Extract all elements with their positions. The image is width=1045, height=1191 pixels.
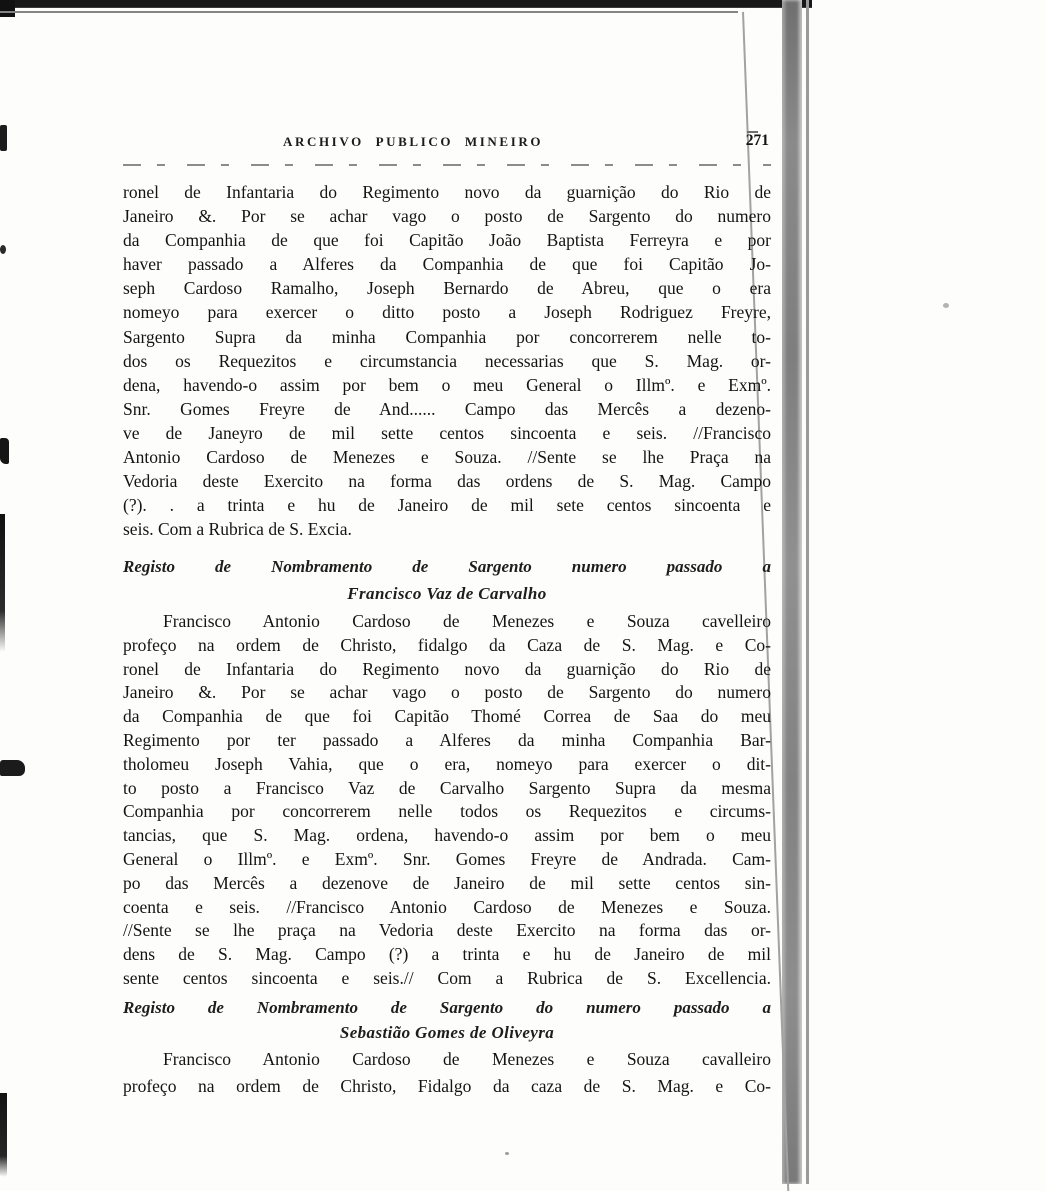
text-line: Vedoria deste Exercito na forma das ordens de S. Mag. Campo [123,471,771,492]
heading-line: Registo de Nombramento de Sargento numero passado a [123,557,771,576]
scan-edge-top [0,0,812,8]
scan-edge-right-line [806,0,809,1184]
text-line: General o Illmº. e Exmº. Snr. Gomes Freyre de Andrada. Cam- [123,848,771,869]
text-line: dos os Requezitos e circumstancia necessarias que S. Mag. or- [123,350,771,371]
scan-speck [505,1152,509,1155]
ink-mark-left [0,125,7,151]
text-line: da Companhia de que foi Capitão João Baptista Ferreyra e por [123,230,771,251]
ink-mark-corner [0,0,15,17]
text-line: //Sente se lhe praça na Vedoria deste Exercito na forma das or- [123,920,771,941]
running-title: ARCHIVO PUBLICO MINEIRO [283,134,544,149]
ink-streak-left [0,514,5,652]
ink-streak-left [0,1093,7,1177]
text-line: dena, havendo-o assim por bem o meu General o Illmº. e Exmº. [123,374,771,395]
text-line: profeço na ordem de Christo, fidalgo da Caza de S. Mag. e Co- [123,634,771,655]
header-rule [123,164,771,166]
paragraph-3 [123,1046,771,1100]
text-line: Francisco Antonio Cardoso de Menezes e Souza cavelleiro [163,611,771,631]
text-line: (?). . a trinta e hu de Janeiro de mil sete centos sincoenta e [123,495,771,516]
text-line: Janeiro &. Por se achar vago o posto de Sargento do numero [123,206,771,227]
text-line: Companhia por concorrerem nelle todos os Requezitos e circums- [123,801,771,822]
text-line: Regimento por ter passado a Alferes da minha Companhia Bar- [123,729,771,750]
text-line: sente centos sincoenta e seis.// Com a Rubrica de S. Excellencia. [123,967,771,988]
scan-line-top [0,11,738,13]
section-heading-2 [123,995,771,1045]
text-line: haver passado a Alferes da Companhia de que foi Capitão Jo- [123,254,771,275]
text-line: coenta e seis. //Francisco Antonio Cardoso de Menezes e Souza. [123,896,771,917]
text-line: seis. Com a Rubrica de S. Excia. [123,519,352,540]
page-number: 271 [745,132,769,149]
scan-speck [943,303,949,308]
text-line: profeço na ordem de Christo, Fidalgo da caza de S. Mag. e Co- [123,1076,771,1096]
text-line: da Companhia de que foi Capitão Thomé Correa de Saa do meu [123,706,771,727]
page-header [123,134,771,156]
text-line: tholomeu Joseph Vahia, que o era, nomeyo para exercer o dit- [123,753,771,774]
heading-line: Francisco Vaz de Carvalho [347,584,547,603]
text-line: tancias, que S. Mag. ordena, havendo-o assim por bem o meu [123,825,771,846]
text-line: po das Mercês a dezenove de Janeiro de mil sette centos sin- [123,872,771,893]
text-line: to posto a Francisco Vaz de Carvalho Sargento Supra da mesma [123,777,771,798]
text-line: ronel de Infantaria do Regimento novo da guarnição do Rio de [123,658,771,679]
paragraph-1 [123,180,771,541]
text-line: nomeyo para exercer o ditto posto a Joseph Rodriguez Freyre, [123,302,771,323]
section-heading-1 [123,553,771,607]
text-line: Francisco Antonio Cardoso de Menezes e Souza cavalleiro [163,1049,771,1069]
text-line: Antonio Cardoso de Menezes e Souza. //Sente se lhe Praça na [123,447,771,468]
scan-edge-right-band [782,0,802,1184]
heading-line: Registo de Nombramento de Sargento do numero passado a [123,998,771,1017]
text-line: ve de Janeyro de mil sette centos sincoenta e seis. //Francisco [123,422,771,443]
text-line: Janeiro &. Por se achar vago o posto de Sargento do numero [123,682,771,703]
text-line: seph Cardoso Ramalho, Joseph Bernardo de Abreu, que o era [123,278,771,299]
heading-line: Sebastião Gomes de Oliveyra [339,1023,555,1042]
paragraph-2 [123,610,771,991]
ink-mark-left [0,438,9,464]
ink-mark-left [0,760,25,776]
text-line: Sargento Supra da minha Companhia por concorrerem nelle to- [123,326,771,347]
ink-dot-left [0,245,6,254]
text-line: ronel de Infantaria do Regimento novo da guarnição do Rio de [123,182,771,202]
text-line: dens de S. Mag. Campo (?) a trinta e hu de Janeiro de mil [123,944,771,965]
text-line: Snr. Gomes Freyre de And...... Campo das Mercês a dezeno- [123,398,771,419]
